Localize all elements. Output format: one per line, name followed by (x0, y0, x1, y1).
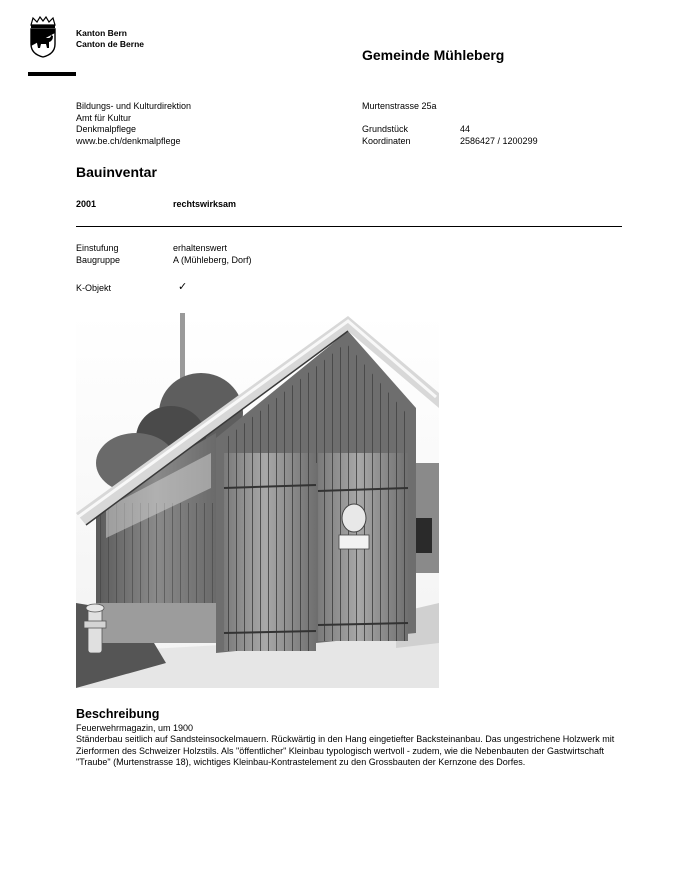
street-address: Murtenstrasse 25a (362, 101, 437, 111)
website-link[interactable]: www.be.ch/denkmalpflege (76, 135, 181, 146)
canton-name-fr: Canton de Berne (76, 39, 145, 49)
header-bar (28, 72, 76, 76)
address-block (362, 101, 538, 147)
classification-block (76, 243, 252, 266)
kobject-label: K-Objekt (76, 283, 112, 293)
description-subtitle: Feuerwehrmagazin, um 1900 (76, 723, 194, 733)
canton-name-de: Kanton Bern (76, 28, 127, 38)
inventory-status: rechtswirksam (173, 199, 237, 209)
coordinates-value: 2586427 / 1200299 (460, 135, 538, 146)
bern-crest-icon (28, 16, 58, 58)
group-value: A (Mühleberg, Dorf) (173, 254, 252, 265)
fire-equipment-shed-photo (76, 313, 439, 688)
directorate-line: Bildungs- und Kulturdirektion (76, 101, 192, 111)
coordinates-row (362, 136, 538, 148)
kobject-row (76, 283, 187, 293)
plot-label: Grundstück (362, 124, 409, 134)
checkmark-icon: ✓ (178, 281, 188, 293)
divider-line (76, 226, 622, 227)
rating-row (76, 243, 252, 255)
municipality-title: Gemeinde Mühleberg (362, 47, 505, 63)
directorate-block (76, 101, 191, 147)
description-title: Beschreibung (76, 707, 160, 721)
inventory-title: Bauinventar (76, 164, 157, 180)
group-row (76, 255, 252, 267)
canton-name (76, 28, 144, 50)
department-line: Denkmalpflege (76, 124, 137, 134)
coordinates-label: Koordinaten (362, 135, 411, 146)
rating-value: erhaltenswert (173, 243, 228, 253)
plot-row (362, 124, 538, 136)
office-line: Amt für Kultur (76, 112, 132, 123)
rating-label: Einstufung (76, 243, 119, 253)
plot-value: 44 (460, 124, 471, 134)
group-label: Baugruppe (76, 254, 121, 265)
inventory-year: 2001 (76, 199, 97, 209)
description-text: Ständerbau seitlich auf Sandsteinsockelmauern. Rückwärtig in den Hang eingetiefter Backsteinanbau. Das ungestrichene Holzwerk mit Zierformen des Schweizer Holzstils. Als "öffentlicher" Kleinbau typologisch wertvoll - zudem, wie die Nebenbauten der Gastwirtschaft "Traube" (Murtenstrasse 18), wichtiges Kleinbau-Kontrastelement zu den Grossbauten der Kernzone des Dorfes. (76, 734, 615, 768)
